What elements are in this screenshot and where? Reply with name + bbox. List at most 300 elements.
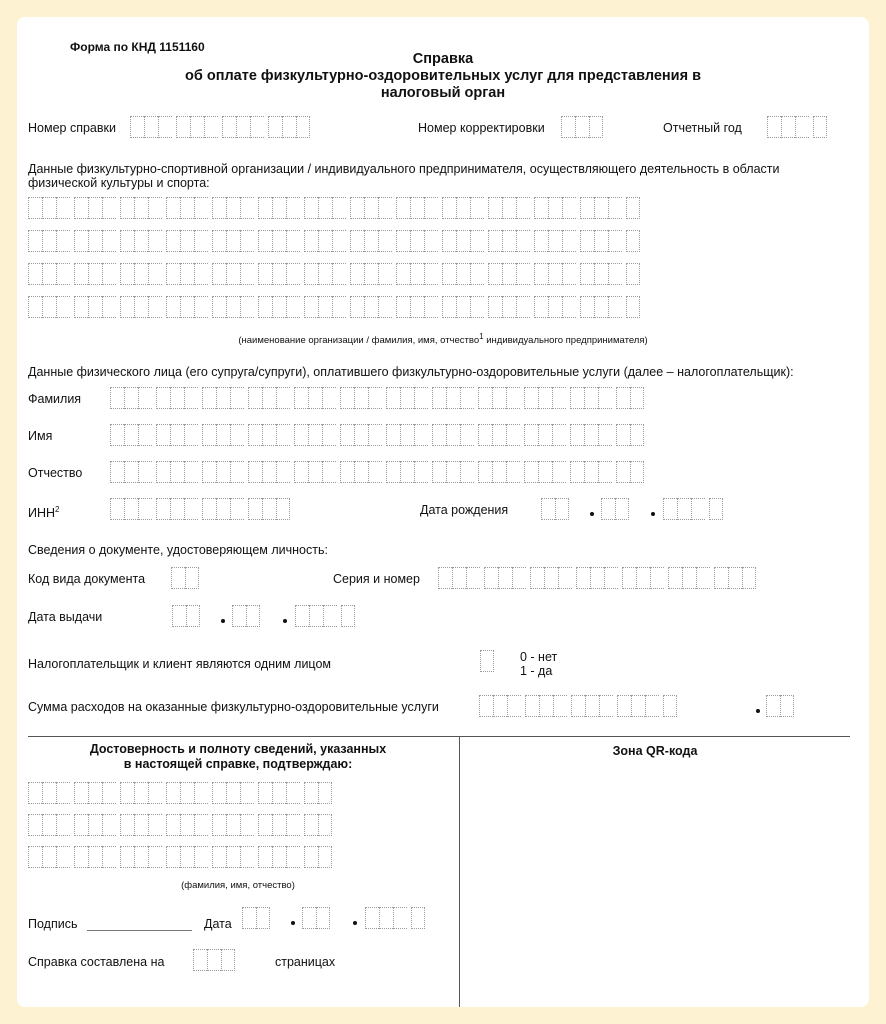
char-cell[interactable]: [258, 230, 272, 252]
char-cell[interactable]: [226, 782, 240, 804]
char-cell[interactable]: [506, 424, 520, 446]
char-cell[interactable]: [456, 296, 470, 318]
char-cell[interactable]: [630, 424, 644, 446]
char-cell[interactable]: [516, 263, 530, 285]
char-cell[interactable]: [240, 230, 254, 252]
char-cell[interactable]: [148, 814, 162, 836]
char-cell[interactable]: [170, 461, 184, 483]
char-cell[interactable]: [148, 263, 162, 285]
char-cell[interactable]: [561, 116, 575, 138]
char-cell[interactable]: [248, 387, 262, 409]
char-cell[interactable]: [56, 296, 70, 318]
char-cell[interactable]: [102, 197, 116, 219]
char-cell[interactable]: [170, 498, 184, 520]
char-cell[interactable]: [400, 424, 414, 446]
char-cell[interactable]: [286, 263, 300, 285]
char-cell[interactable]: [470, 296, 484, 318]
char-cell[interactable]: [378, 263, 392, 285]
char-cell[interactable]: [682, 567, 696, 589]
char-cell[interactable]: [258, 814, 272, 836]
char-cell[interactable]: [466, 567, 480, 589]
char-cell[interactable]: [630, 461, 644, 483]
char-cell[interactable]: [272, 263, 286, 285]
char-cell[interactable]: [304, 846, 318, 868]
char-cell[interactable]: [166, 814, 180, 836]
char-cell[interactable]: [616, 424, 630, 446]
char-cell[interactable]: [524, 461, 538, 483]
char-cell[interactable]: [378, 296, 392, 318]
char-cell[interactable]: [484, 567, 498, 589]
char-cell[interactable]: [102, 846, 116, 868]
char-cell[interactable]: [272, 197, 286, 219]
birth-month-field[interactable]: [601, 498, 629, 520]
char-cell[interactable]: [42, 814, 56, 836]
char-cell[interactable]: [541, 498, 555, 520]
char-cell[interactable]: [502, 296, 516, 318]
char-cell[interactable]: [56, 263, 70, 285]
char-cell[interactable]: [262, 387, 276, 409]
char-cell[interactable]: [212, 263, 226, 285]
char-cell[interactable]: [714, 567, 728, 589]
char-cell[interactable]: [180, 263, 194, 285]
char-cell[interactable]: [795, 116, 809, 138]
char-cell[interactable]: [194, 197, 208, 219]
char-cell[interactable]: [590, 567, 604, 589]
issue-day-field[interactable]: [172, 605, 200, 627]
char-cell[interactable]: [617, 695, 631, 717]
char-cell[interactable]: [262, 461, 276, 483]
sign-month-field[interactable]: [302, 907, 330, 929]
char-cell[interactable]: [56, 197, 70, 219]
char-cell[interactable]: [318, 263, 332, 285]
char-cell[interactable]: [185, 567, 199, 589]
char-cell[interactable]: [230, 387, 244, 409]
char-cell[interactable]: [709, 498, 723, 520]
char-cell[interactable]: [570, 387, 584, 409]
char-cell[interactable]: [240, 782, 254, 804]
char-cell[interactable]: [138, 461, 152, 483]
char-cell[interactable]: [414, 387, 428, 409]
char-cell[interactable]: [56, 814, 70, 836]
char-cell[interactable]: [354, 424, 368, 446]
char-cell[interactable]: [120, 814, 134, 836]
char-cell[interactable]: [216, 424, 230, 446]
char-cell[interactable]: [42, 197, 56, 219]
char-cell[interactable]: [232, 605, 246, 627]
char-cell[interactable]: [294, 424, 308, 446]
char-cell[interactable]: [365, 907, 379, 929]
char-cell[interactable]: [258, 782, 272, 804]
char-cell[interactable]: [240, 814, 254, 836]
char-cell[interactable]: [516, 230, 530, 252]
char-cell[interactable]: [525, 695, 539, 717]
char-cell[interactable]: [446, 424, 460, 446]
char-cell[interactable]: [180, 197, 194, 219]
char-cell[interactable]: [488, 263, 502, 285]
char-cell[interactable]: [340, 461, 354, 483]
char-cell[interactable]: [286, 846, 300, 868]
char-cell[interactable]: [332, 230, 346, 252]
char-cell[interactable]: [56, 846, 70, 868]
sign-day-field[interactable]: [242, 907, 270, 929]
char-cell[interactable]: [42, 230, 56, 252]
char-cell[interactable]: [120, 263, 134, 285]
char-cell[interactable]: [304, 296, 318, 318]
char-cell[interactable]: [134, 846, 148, 868]
sum-kopecks-field[interactable]: [766, 695, 794, 717]
char-cell[interactable]: [28, 263, 42, 285]
char-cell[interactable]: [516, 197, 530, 219]
char-cell[interactable]: [56, 230, 70, 252]
char-cell[interactable]: [207, 949, 221, 971]
char-cell[interactable]: [262, 498, 276, 520]
char-cell[interactable]: [562, 296, 576, 318]
char-cell[interactable]: [42, 263, 56, 285]
char-cell[interactable]: [240, 263, 254, 285]
char-cell[interactable]: [102, 782, 116, 804]
char-cell[interactable]: [28, 296, 42, 318]
char-cell[interactable]: [589, 116, 603, 138]
char-cell[interactable]: [742, 567, 756, 589]
char-cell[interactable]: [296, 116, 310, 138]
char-cell[interactable]: [534, 296, 548, 318]
char-cell[interactable]: [492, 461, 506, 483]
char-cell[interactable]: [226, 197, 240, 219]
char-cell[interactable]: [813, 116, 827, 138]
char-cell[interactable]: [42, 296, 56, 318]
char-cell[interactable]: [396, 263, 410, 285]
correction-number-field[interactable]: [561, 116, 603, 138]
char-cell[interactable]: [246, 605, 260, 627]
char-cell[interactable]: [134, 782, 148, 804]
char-cell[interactable]: [28, 814, 42, 836]
org-name-row-2[interactable]: [28, 230, 640, 252]
char-cell[interactable]: [456, 230, 470, 252]
char-cell[interactable]: [332, 296, 346, 318]
same-person-field[interactable]: [480, 650, 494, 672]
char-cell[interactable]: [548, 296, 562, 318]
char-cell[interactable]: [166, 846, 180, 868]
char-cell[interactable]: [354, 387, 368, 409]
char-cell[interactable]: [400, 461, 414, 483]
char-cell[interactable]: [424, 296, 438, 318]
char-cell[interactable]: [216, 387, 230, 409]
char-cell[interactable]: [424, 197, 438, 219]
char-cell[interactable]: [268, 116, 282, 138]
char-cell[interactable]: [294, 387, 308, 409]
char-cell[interactable]: [120, 230, 134, 252]
char-cell[interactable]: [364, 197, 378, 219]
sign-year-field[interactable]: [365, 907, 425, 929]
char-cell[interactable]: [460, 461, 474, 483]
char-cell[interactable]: [767, 116, 781, 138]
surname-field[interactable]: [110, 387, 644, 409]
char-cell[interactable]: [156, 461, 170, 483]
char-cell[interactable]: [452, 567, 466, 589]
char-cell[interactable]: [226, 296, 240, 318]
char-cell[interactable]: [442, 296, 456, 318]
char-cell[interactable]: [538, 387, 552, 409]
char-cell[interactable]: [548, 230, 562, 252]
char-cell[interactable]: [258, 263, 272, 285]
char-cell[interactable]: [636, 567, 650, 589]
char-cell[interactable]: [302, 907, 316, 929]
char-cell[interactable]: [172, 605, 186, 627]
char-cell[interactable]: [488, 296, 502, 318]
char-cell[interactable]: [780, 695, 794, 717]
char-cell[interactable]: [176, 116, 190, 138]
char-cell[interactable]: [368, 424, 382, 446]
char-cell[interactable]: [555, 498, 569, 520]
char-cell[interactable]: [226, 814, 240, 836]
char-cell[interactable]: [148, 846, 162, 868]
char-cell[interactable]: [386, 461, 400, 483]
char-cell[interactable]: [74, 197, 88, 219]
char-cell[interactable]: [282, 116, 296, 138]
patronymic-field[interactable]: [110, 461, 644, 483]
char-cell[interactable]: [410, 197, 424, 219]
char-cell[interactable]: [194, 814, 208, 836]
char-cell[interactable]: [552, 461, 566, 483]
char-cell[interactable]: [216, 498, 230, 520]
char-cell[interactable]: [221, 949, 235, 971]
char-cell[interactable]: [456, 263, 470, 285]
birth-day-field[interactable]: [541, 498, 569, 520]
char-cell[interactable]: [364, 296, 378, 318]
char-cell[interactable]: [538, 461, 552, 483]
char-cell[interactable]: [212, 230, 226, 252]
char-cell[interactable]: [216, 461, 230, 483]
char-cell[interactable]: [580, 296, 594, 318]
char-cell[interactable]: [286, 296, 300, 318]
char-cell[interactable]: [88, 296, 102, 318]
char-cell[interactable]: [322, 424, 336, 446]
char-cell[interactable]: [272, 230, 286, 252]
char-cell[interactable]: [379, 907, 393, 929]
char-cell[interactable]: [630, 387, 644, 409]
char-cell[interactable]: [88, 263, 102, 285]
char-cell[interactable]: [295, 605, 309, 627]
char-cell[interactable]: [308, 461, 322, 483]
char-cell[interactable]: [194, 296, 208, 318]
char-cell[interactable]: [552, 387, 566, 409]
char-cell[interactable]: [424, 230, 438, 252]
char-cell[interactable]: [631, 695, 645, 717]
char-cell[interactable]: [516, 296, 530, 318]
char-cell[interactable]: [110, 498, 124, 520]
char-cell[interactable]: [601, 498, 615, 520]
char-cell[interactable]: [562, 263, 576, 285]
char-cell[interactable]: [470, 197, 484, 219]
char-cell[interactable]: [276, 387, 290, 409]
char-cell[interactable]: [28, 230, 42, 252]
char-cell[interactable]: [524, 424, 538, 446]
char-cell[interactable]: [120, 782, 134, 804]
char-cell[interactable]: [88, 814, 102, 836]
char-cell[interactable]: [584, 387, 598, 409]
char-cell[interactable]: [230, 424, 244, 446]
signer-name-row-2[interactable]: [28, 814, 332, 836]
char-cell[interactable]: [230, 461, 244, 483]
reporting-year-field[interactable]: [767, 116, 827, 138]
char-cell[interactable]: [575, 116, 589, 138]
char-cell[interactable]: [138, 387, 152, 409]
char-cell[interactable]: [170, 387, 184, 409]
char-cell[interactable]: [460, 424, 474, 446]
char-cell[interactable]: [272, 782, 286, 804]
char-cell[interactable]: [156, 424, 170, 446]
org-name-row-1[interactable]: [28, 197, 640, 219]
char-cell[interactable]: [332, 197, 346, 219]
issue-month-field[interactable]: [232, 605, 260, 627]
char-cell[interactable]: [226, 263, 240, 285]
char-cell[interactable]: [584, 424, 598, 446]
char-cell[interactable]: [134, 197, 148, 219]
char-cell[interactable]: [148, 197, 162, 219]
char-cell[interactable]: [502, 197, 516, 219]
char-cell[interactable]: [456, 197, 470, 219]
char-cell[interactable]: [570, 424, 584, 446]
char-cell[interactable]: [318, 782, 332, 804]
char-cell[interactable]: [414, 424, 428, 446]
char-cell[interactable]: [446, 387, 460, 409]
char-cell[interactable]: [570, 461, 584, 483]
char-cell[interactable]: [668, 567, 682, 589]
char-cell[interactable]: [460, 387, 474, 409]
char-cell[interactable]: [180, 782, 194, 804]
char-cell[interactable]: [204, 116, 218, 138]
char-cell[interactable]: [148, 296, 162, 318]
char-cell[interactable]: [604, 567, 618, 589]
char-cell[interactable]: [88, 846, 102, 868]
char-cell[interactable]: [28, 846, 42, 868]
char-cell[interactable]: [548, 263, 562, 285]
char-cell[interactable]: [410, 263, 424, 285]
signature-line[interactable]: [87, 930, 192, 931]
char-cell[interactable]: [42, 782, 56, 804]
char-cell[interactable]: [134, 814, 148, 836]
char-cell[interactable]: [608, 230, 622, 252]
char-cell[interactable]: [212, 296, 226, 318]
char-cell[interactable]: [502, 263, 516, 285]
char-cell[interactable]: [294, 461, 308, 483]
char-cell[interactable]: [608, 197, 622, 219]
char-cell[interactable]: [184, 498, 198, 520]
char-cell[interactable]: [354, 461, 368, 483]
char-cell[interactable]: [74, 846, 88, 868]
char-cell[interactable]: [386, 387, 400, 409]
char-cell[interactable]: [506, 461, 520, 483]
char-cell[interactable]: [240, 197, 254, 219]
char-cell[interactable]: [286, 197, 300, 219]
document-code-field[interactable]: [171, 567, 199, 589]
char-cell[interactable]: [424, 263, 438, 285]
char-cell[interactable]: [286, 814, 300, 836]
char-cell[interactable]: [171, 567, 185, 589]
char-cell[interactable]: [626, 263, 640, 285]
char-cell[interactable]: [272, 814, 286, 836]
char-cell[interactable]: [74, 814, 88, 836]
char-cell[interactable]: [309, 605, 323, 627]
char-cell[interactable]: [396, 230, 410, 252]
char-cell[interactable]: [696, 567, 710, 589]
char-cell[interactable]: [626, 197, 640, 219]
char-cell[interactable]: [322, 461, 336, 483]
char-cell[interactable]: [180, 296, 194, 318]
char-cell[interactable]: [442, 230, 456, 252]
char-cell[interactable]: [470, 263, 484, 285]
char-cell[interactable]: [102, 814, 116, 836]
char-cell[interactable]: [442, 263, 456, 285]
char-cell[interactable]: [616, 387, 630, 409]
char-cell[interactable]: [138, 498, 152, 520]
char-cell[interactable]: [400, 387, 414, 409]
char-cell[interactable]: [322, 387, 336, 409]
char-cell[interactable]: [230, 498, 244, 520]
char-cell[interactable]: [599, 695, 613, 717]
char-cell[interactable]: [598, 424, 612, 446]
char-cell[interactable]: [212, 814, 226, 836]
char-cell[interactable]: [594, 197, 608, 219]
signer-name-row-3[interactable]: [28, 846, 332, 868]
char-cell[interactable]: [156, 498, 170, 520]
char-cell[interactable]: [507, 695, 521, 717]
char-cell[interactable]: [442, 197, 456, 219]
char-cell[interactable]: [594, 296, 608, 318]
char-cell[interactable]: [478, 424, 492, 446]
char-cell[interactable]: [414, 461, 428, 483]
char-cell[interactable]: [396, 197, 410, 219]
char-cell[interactable]: [386, 424, 400, 446]
char-cell[interactable]: [488, 197, 502, 219]
char-cell[interactable]: [645, 695, 659, 717]
char-cell[interactable]: [553, 695, 567, 717]
char-cell[interactable]: [120, 846, 134, 868]
char-cell[interactable]: [368, 387, 382, 409]
char-cell[interactable]: [102, 230, 116, 252]
char-cell[interactable]: [432, 424, 446, 446]
char-cell[interactable]: [130, 116, 144, 138]
char-cell[interactable]: [74, 230, 88, 252]
char-cell[interactable]: [316, 907, 330, 929]
char-cell[interactable]: [304, 230, 318, 252]
char-cell[interactable]: [134, 230, 148, 252]
char-cell[interactable]: [124, 461, 138, 483]
char-cell[interactable]: [552, 424, 566, 446]
char-cell[interactable]: [202, 424, 216, 446]
char-cell[interactable]: [539, 695, 553, 717]
sum-rubles-field[interactable]: [479, 695, 677, 717]
char-cell[interactable]: [650, 567, 664, 589]
char-cell[interactable]: [350, 230, 364, 252]
char-cell[interactable]: [110, 461, 124, 483]
char-cell[interactable]: [186, 605, 200, 627]
char-cell[interactable]: [28, 197, 42, 219]
char-cell[interactable]: [256, 907, 270, 929]
name-field[interactable]: [110, 424, 644, 446]
char-cell[interactable]: [332, 263, 346, 285]
char-cell[interactable]: [493, 695, 507, 717]
char-cell[interactable]: [340, 387, 354, 409]
char-cell[interactable]: [184, 387, 198, 409]
char-cell[interactable]: [102, 263, 116, 285]
char-cell[interactable]: [318, 814, 332, 836]
char-cell[interactable]: [663, 695, 677, 717]
char-cell[interactable]: [166, 782, 180, 804]
char-cell[interactable]: [580, 230, 594, 252]
char-cell[interactable]: [304, 263, 318, 285]
char-cell[interactable]: [134, 296, 148, 318]
